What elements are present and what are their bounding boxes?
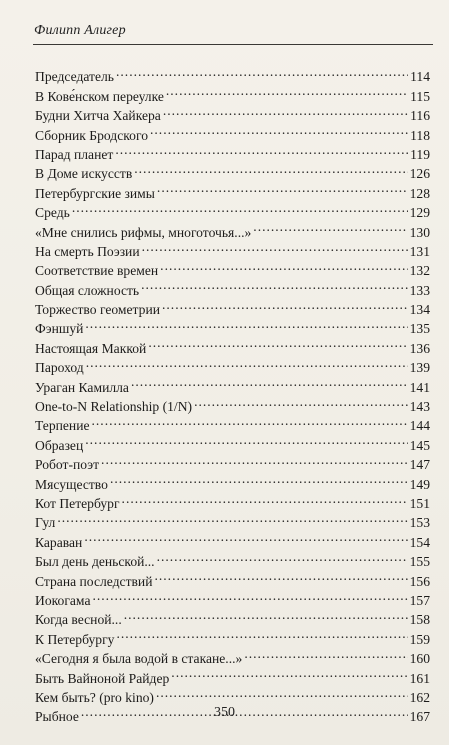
toc-dot-leader bbox=[253, 217, 407, 236]
toc-dot-leader bbox=[72, 198, 408, 217]
toc-entry bbox=[35, 372, 430, 395]
toc-dot-leader bbox=[101, 450, 408, 469]
toc-entry-page: 157 bbox=[409, 592, 430, 608]
toc-entry-page: 162 bbox=[409, 689, 430, 705]
toc-entry-title: Робот-поэт bbox=[35, 457, 100, 473]
toc-entry-title: Кот Петербург bbox=[35, 495, 120, 511]
toc-entry-page: 159 bbox=[409, 631, 430, 647]
toc-dot-leader bbox=[157, 178, 408, 197]
toc-dot-leader bbox=[110, 469, 408, 488]
toc-entry-title: Образец bbox=[35, 437, 84, 453]
toc-dot-leader bbox=[150, 120, 408, 139]
toc-entry-page: 139 bbox=[409, 360, 430, 376]
toc-entry-title: Ураган Камилла bbox=[35, 379, 129, 395]
toc-dot-leader bbox=[148, 333, 407, 352]
toc-entry-title: Торжество геометрии bbox=[35, 302, 161, 318]
toc-entry-title: «Мне снились рифмы, многоточья...» bbox=[35, 224, 252, 240]
toc-entry-page: 132 bbox=[409, 263, 430, 279]
toc-entry-title: Настоящая Маккой bbox=[35, 340, 147, 356]
toc-entry bbox=[35, 353, 430, 376]
toc-entry-page: 135 bbox=[409, 321, 430, 337]
toc-entry-page: 114 bbox=[410, 69, 430, 85]
toc-entry-page: 133 bbox=[409, 282, 430, 298]
toc-entry-title: Терпение bbox=[35, 418, 90, 434]
toc-entry-title: Мясущество bbox=[35, 476, 108, 492]
toc-entry-title: Быть Вайноной Райдер bbox=[35, 670, 170, 686]
toc-entry-page: 145 bbox=[409, 437, 430, 453]
toc-entry-page: 151 bbox=[409, 495, 430, 511]
toc-entry-title: На смерть Поэзии bbox=[35, 243, 140, 259]
toc-entry-page: 154 bbox=[409, 534, 430, 550]
toc-entry-page: 134 bbox=[409, 302, 430, 318]
toc-dot-leader bbox=[160, 256, 407, 275]
toc-entry-page: 116 bbox=[410, 108, 430, 124]
toc-dot-leader bbox=[141, 275, 407, 294]
toc-dot-leader bbox=[194, 392, 408, 411]
toc-dot-leader bbox=[156, 683, 408, 702]
toc-dot-leader bbox=[92, 586, 407, 605]
toc-entry bbox=[35, 508, 430, 531]
toc-entry bbox=[35, 605, 430, 628]
toc-entry bbox=[35, 198, 430, 221]
toc-entry-page: 118 bbox=[410, 127, 430, 143]
toc-entry-page: 119 bbox=[410, 146, 430, 162]
toc-dot-leader bbox=[116, 62, 408, 81]
toc-entry-page: 131 bbox=[409, 243, 430, 259]
toc-entry-title: В Доме искусств bbox=[35, 166, 133, 182]
toc-entry-page: 130 bbox=[409, 224, 430, 240]
toc-dot-leader bbox=[122, 489, 408, 508]
toc-dot-leader bbox=[154, 566, 407, 585]
toc-entry-title: Петербургские зимы bbox=[35, 185, 155, 201]
toc-entry-page: 147 bbox=[409, 457, 430, 473]
toc-entry-title: One-to-N Relationship (1/N) bbox=[35, 399, 193, 415]
toc-entry-title: Председатель bbox=[35, 69, 114, 85]
toc-entry-page: 141 bbox=[409, 379, 430, 395]
toc-entry-title: Когда весной... bbox=[35, 612, 122, 628]
toc-entry-page: 153 bbox=[409, 515, 430, 531]
toc-dot-leader bbox=[85, 430, 407, 449]
toc-entry-title: Рыбное bbox=[35, 709, 79, 725]
toc-entry-title: В Кове́нском переулке bbox=[35, 88, 164, 104]
toc-dot-leader bbox=[166, 81, 408, 100]
toc-entry-title: «Сегодня я была водой в стакане...» bbox=[35, 651, 243, 667]
toc-entry bbox=[35, 586, 430, 608]
toc-entry-page: 167 bbox=[409, 709, 430, 725]
toc-dot-leader bbox=[157, 547, 408, 566]
toc-entry-title: К Петербургу bbox=[35, 631, 115, 647]
toc-entry-title: Караван bbox=[35, 534, 83, 550]
toc-entry-page: 115 bbox=[410, 88, 430, 104]
toc-dot-leader bbox=[86, 353, 408, 372]
toc-entry bbox=[35, 450, 430, 473]
toc-entry-page: 129 bbox=[409, 205, 430, 221]
toc-entry-title: Парад планет bbox=[35, 146, 114, 162]
toc-entry-page: 144 bbox=[409, 418, 430, 434]
page-number: 350 bbox=[214, 705, 235, 720]
toc-entry-title: Страна последствий bbox=[35, 573, 153, 589]
toc-dot-leader bbox=[142, 237, 408, 256]
toc-entry-title: Фэншуй bbox=[35, 321, 84, 337]
toc-dot-leader bbox=[162, 295, 408, 314]
toc-dot-leader bbox=[131, 372, 408, 391]
toc-entry-page: 143 bbox=[409, 399, 430, 415]
running-head: Филипп Алигер bbox=[34, 23, 126, 38]
toc-entry bbox=[35, 333, 430, 356]
toc-entry bbox=[35, 62, 430, 85]
toc-entry-title: Соответствие времен bbox=[35, 263, 159, 279]
toc-entry-page: 149 bbox=[409, 476, 430, 492]
toc-dot-leader bbox=[163, 101, 408, 120]
toc-entry-page: 128 bbox=[409, 185, 430, 201]
toc-entry-title: Иокогама bbox=[35, 592, 91, 608]
toc-entry-title: Был день деньской... bbox=[35, 554, 155, 570]
toc-dot-leader bbox=[84, 527, 407, 546]
toc-entry bbox=[35, 411, 430, 434]
toc-dot-leader bbox=[134, 159, 407, 178]
table-of-contents bbox=[35, 62, 430, 725]
toc-entry-page: 136 bbox=[409, 340, 430, 356]
toc-entry bbox=[35, 314, 430, 337]
toc-dot-leader bbox=[57, 508, 407, 527]
toc-entry-title: Будни Хитча Хайкера bbox=[35, 108, 161, 124]
toc-entry-page: 126 bbox=[409, 166, 430, 182]
toc-entry-page: 161 bbox=[409, 670, 430, 686]
toc-dot-leader bbox=[124, 605, 408, 624]
toc-entry bbox=[35, 430, 430, 453]
toc-dot-leader bbox=[85, 314, 407, 333]
toc-entry-title: Средь bbox=[35, 205, 70, 221]
toc-entry-page: 155 bbox=[409, 554, 430, 570]
toc-entry-page: 160 bbox=[409, 651, 430, 667]
toc-entry-page: 156 bbox=[409, 573, 430, 589]
toc-entry-title: Общая сложность bbox=[35, 282, 140, 298]
toc-dot-leader bbox=[92, 411, 408, 430]
toc-entry-title: Гул bbox=[35, 515, 56, 531]
toc-entry-title: Сборник Бродского bbox=[35, 127, 148, 143]
toc-entry-title: Пароход bbox=[35, 360, 84, 376]
toc-entry bbox=[35, 527, 430, 550]
toc-dot-leader bbox=[116, 624, 407, 643]
toc-dot-leader bbox=[171, 663, 407, 682]
toc-entry bbox=[35, 547, 430, 570]
toc-entry-title: Кем быть? (pro kino) bbox=[35, 689, 154, 705]
header-rule bbox=[33, 44, 433, 45]
toc-entry-page: 158 bbox=[409, 612, 430, 628]
toc-dot-leader bbox=[244, 644, 407, 663]
toc-entry bbox=[35, 217, 430, 240]
toc-dot-leader bbox=[115, 140, 408, 159]
